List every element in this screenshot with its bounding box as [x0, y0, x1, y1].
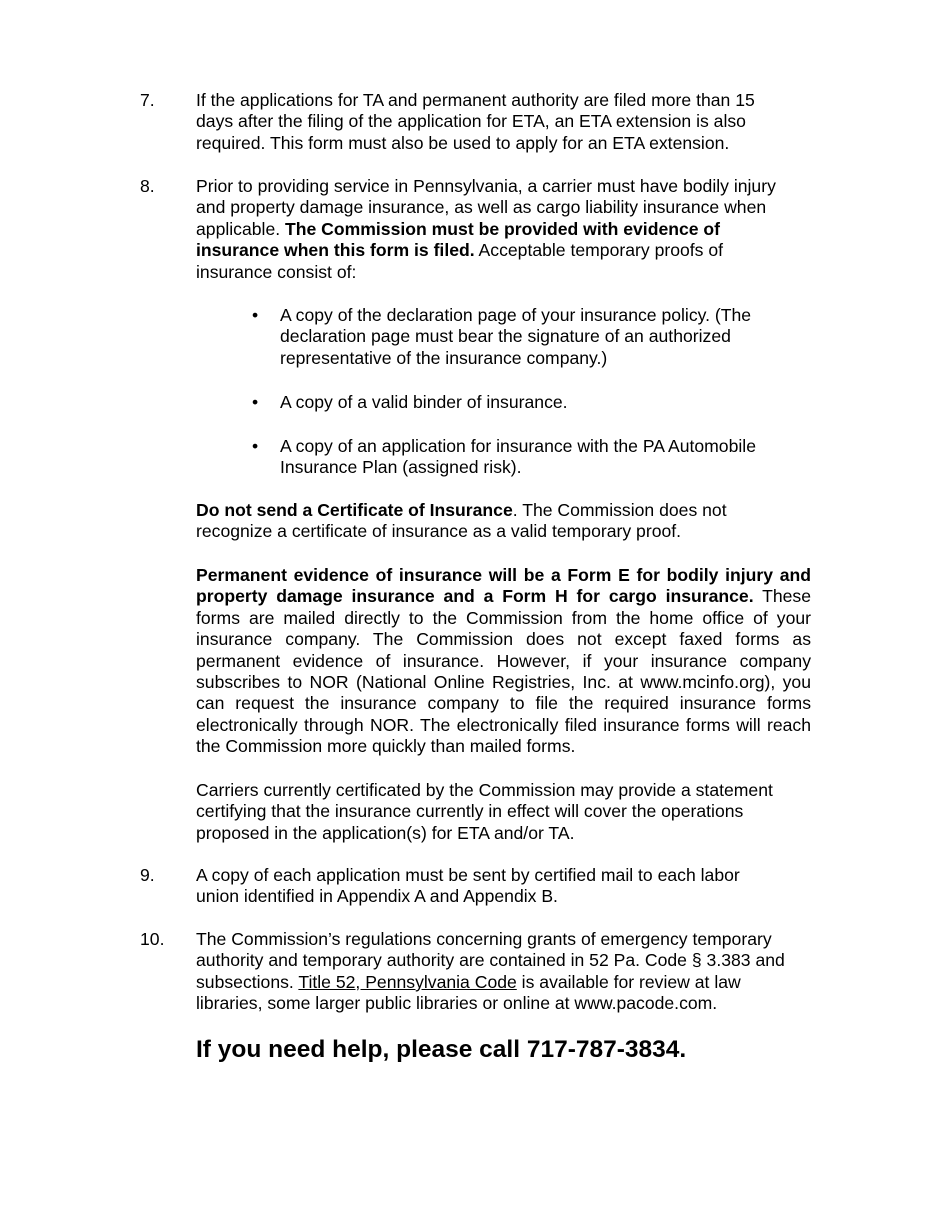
- text-segment: . The Commission does not recognize a certificate of insurance as a valid temporary proof.: [196, 500, 727, 542]
- text-segment: Acceptable temporary proofs of insurance consist of:: [196, 240, 724, 282]
- bold-segment: Permanent evidence of insurance will be a Form E for bodily injury and property damage insurance and a Form H for cargo insurance.: [196, 565, 811, 607]
- bold-segment: The Commission must be provided with evidence of insurance when this form is filed.: [196, 218, 721, 261]
- item-text: A copy of each application must be sent by certified mail to each labor union identified in Appendix A and Appendix B.: [196, 865, 740, 907]
- bullet-text: A copy of an application for insurance with the PA Automobile Insurance Plan (assigned risk).: [280, 436, 756, 478]
- title-52-link[interactable]: Title 52, Pennsylvania Code: [298, 971, 517, 992]
- paragraph-text: Carriers currently certificated by the Commission may provide a statement certifying that the insurance currently in effect will cover the operations proposed in the application(s) for ETA and/or TA.: [196, 780, 773, 843]
- bullet-text: A copy of the declaration page of your insurance policy. (The declaration page must bear the signature of an authorized representative of the insurance company.): [280, 305, 752, 368]
- text-segment: These forms are mailed directly to the Commission from the home office of your insurance company. The Commission does not except faxed forms as permanent evidence of insurance. However, if your insurance company subscribes to NOR (National Online Registries, Inc. at www.mcinfo.org), you can request the insurance company to file the required insurance forms electronically through NOR. The electronically filed insurance forms will reach the Commission more quickly than mailed forms.: [196, 586, 811, 757]
- text-segment: The Commission’s regulations concerning grants of emergency temporary authority and temporary authority are contained in 52 Pa. Code § 3.383 and subsections.: [196, 929, 785, 992]
- bullet-icon: •: [252, 305, 259, 325]
- item-number: 10.: [140, 929, 165, 949]
- item-text: If the applications for TA and permanent authority are filed more than 15 days after the filing of the application for ETA, an ETA extension is also required. This form must also be used to apply for an ETA extension.: [196, 90, 755, 153]
- bullet-icon: •: [252, 436, 259, 456]
- text-segment: Prior to providing service in Pennsylvania, a carrier must have bodily injury and property damage insurance, as well as cargo liability insurance when applicable.: [196, 176, 776, 239]
- item-number: 8.: [140, 176, 155, 196]
- item-text: [196, 929, 811, 1015]
- paragraph-text: [196, 565, 811, 758]
- bullet-text: A copy of a valid binder of insurance.: [280, 392, 568, 412]
- text-segment: is available for review at law libraries, some larger public libraries or online at www.pacode.com.: [196, 971, 741, 1014]
- item-number: 7.: [140, 90, 155, 110]
- paragraph-text: [196, 500, 776, 543]
- bold-segment: Do not send a Certificate of Insurance: [196, 500, 513, 520]
- help-phone-heading: If you need help, please call 717-787-3834.: [196, 1036, 687, 1063]
- bullet-icon: •: [252, 392, 259, 412]
- item-number: 9.: [140, 865, 155, 885]
- item-text: [196, 176, 804, 283]
